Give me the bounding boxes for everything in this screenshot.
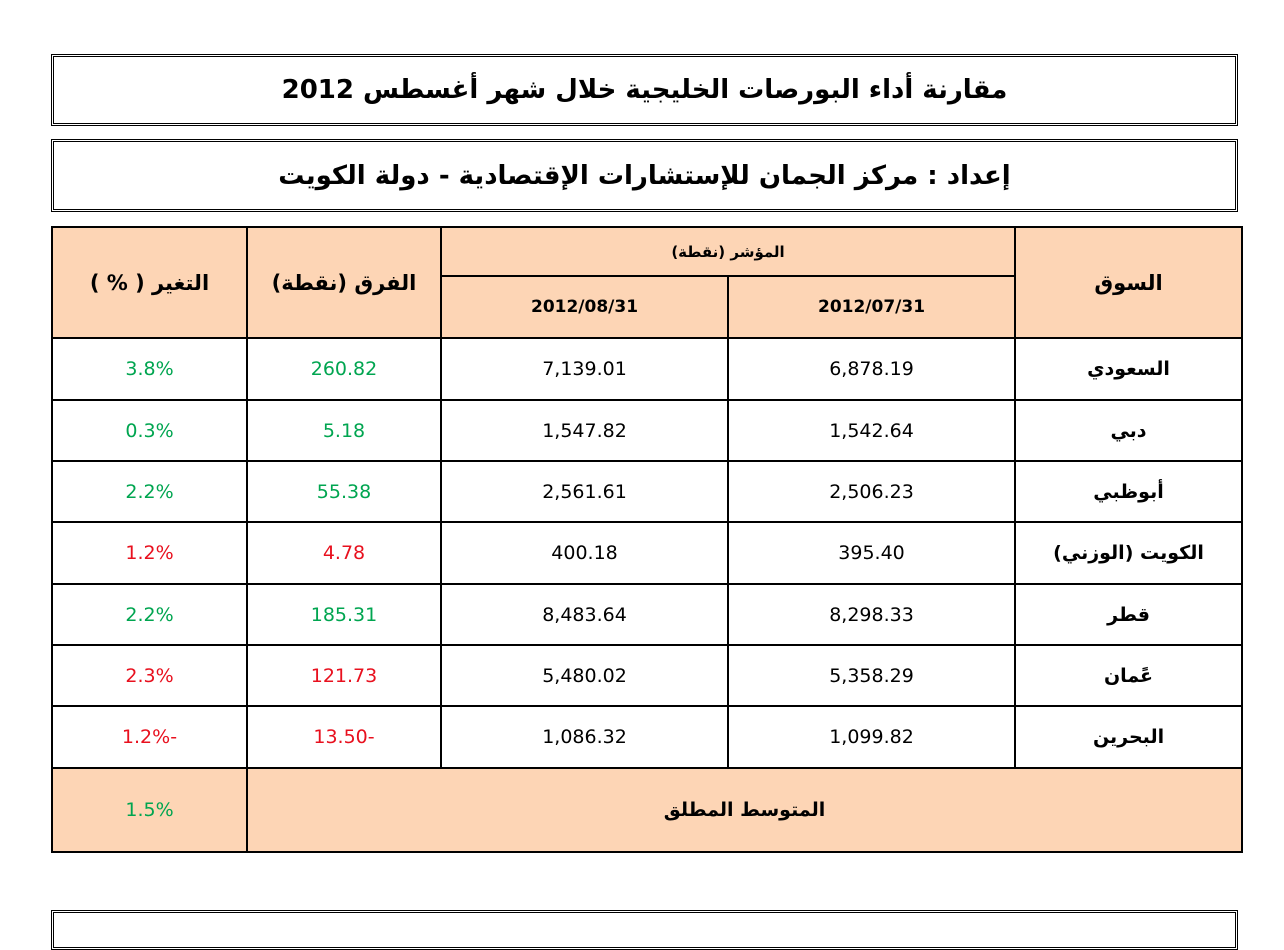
value-date-1: 1,542.64 — [728, 400, 1015, 461]
diff-value: 121.73 — [247, 645, 441, 706]
diff-value: 260.82 — [247, 338, 441, 400]
header-market: السوق — [1015, 227, 1242, 338]
page-title — [51, 54, 1238, 126]
average-value: 1.5% — [52, 768, 247, 852]
market-name: قطر — [1015, 584, 1242, 645]
value-date-1: 5,358.29 — [728, 645, 1015, 706]
comparison-table — [51, 226, 1243, 853]
header-date-2: 2012/08/31 — [441, 276, 728, 338]
table-row — [52, 338, 1242, 400]
header-change: التغير ( % ) — [52, 227, 247, 338]
header-diff: الفرق (نقطة) — [247, 227, 441, 338]
value-date-2: 5,480.02 — [441, 645, 728, 706]
value-date-2: 8,483.64 — [441, 584, 728, 645]
average-label: المتوسط المطلق — [247, 768, 1242, 852]
table-row — [52, 645, 1242, 706]
change-value: 0.3% — [52, 400, 247, 461]
market-name: أبوظبي — [1015, 461, 1242, 522]
table-row — [52, 461, 1242, 522]
change-value: 2.2% — [52, 461, 247, 522]
footer-box — [51, 910, 1238, 950]
change-value: 1.2% — [52, 522, 247, 584]
table-row — [52, 706, 1242, 768]
title-text: مقارنة أداء البورصات الخليجية خلال شهر أغسطس 2012 — [281, 75, 1008, 105]
value-date-1: 8,298.33 — [728, 584, 1015, 645]
header-index: المؤشر (نقطة) — [441, 227, 1015, 276]
table-row — [52, 584, 1242, 645]
value-date-1: 2,506.23 — [728, 461, 1015, 522]
value-date-2: 7,139.01 — [441, 338, 728, 400]
diff-value: 185.31 — [247, 584, 441, 645]
market-name: البحرين — [1015, 706, 1242, 768]
change-value: -1.2% — [52, 706, 247, 768]
change-value: 2.3% — [52, 645, 247, 706]
header-row-1 — [52, 227, 1242, 276]
table-row — [52, 400, 1242, 461]
value-date-2: 2,561.61 — [441, 461, 728, 522]
change-value: 2.2% — [52, 584, 247, 645]
value-date-1: 395.40 — [728, 522, 1015, 584]
diff-value: -13.50 — [247, 706, 441, 768]
value-date-2: 1,086.32 — [441, 706, 728, 768]
table-row — [52, 522, 1242, 584]
value-date-1: 1,099.82 — [728, 706, 1015, 768]
value-date-2: 400.18 — [441, 522, 728, 584]
page-subtitle — [51, 139, 1238, 212]
diff-value: 55.38 — [247, 461, 441, 522]
subtitle-text: إعداد : مركز الجمان للإستشارات الإقتصادية - دولة الكويت — [278, 160, 1011, 191]
value-date-1: 6,878.19 — [728, 338, 1015, 400]
market-name: الكويت (الوزني) — [1015, 522, 1242, 584]
market-name: السعودي — [1015, 338, 1242, 400]
value-date-2: 1,547.82 — [441, 400, 728, 461]
diff-value: 4.78 — [247, 522, 441, 584]
header-date-1: 2012/07/31 — [728, 276, 1015, 338]
average-row — [52, 768, 1242, 852]
diff-value: 5.18 — [247, 400, 441, 461]
market-name: دبي — [1015, 400, 1242, 461]
market-name: عًمان — [1015, 645, 1242, 706]
change-value: 3.8% — [52, 338, 247, 400]
